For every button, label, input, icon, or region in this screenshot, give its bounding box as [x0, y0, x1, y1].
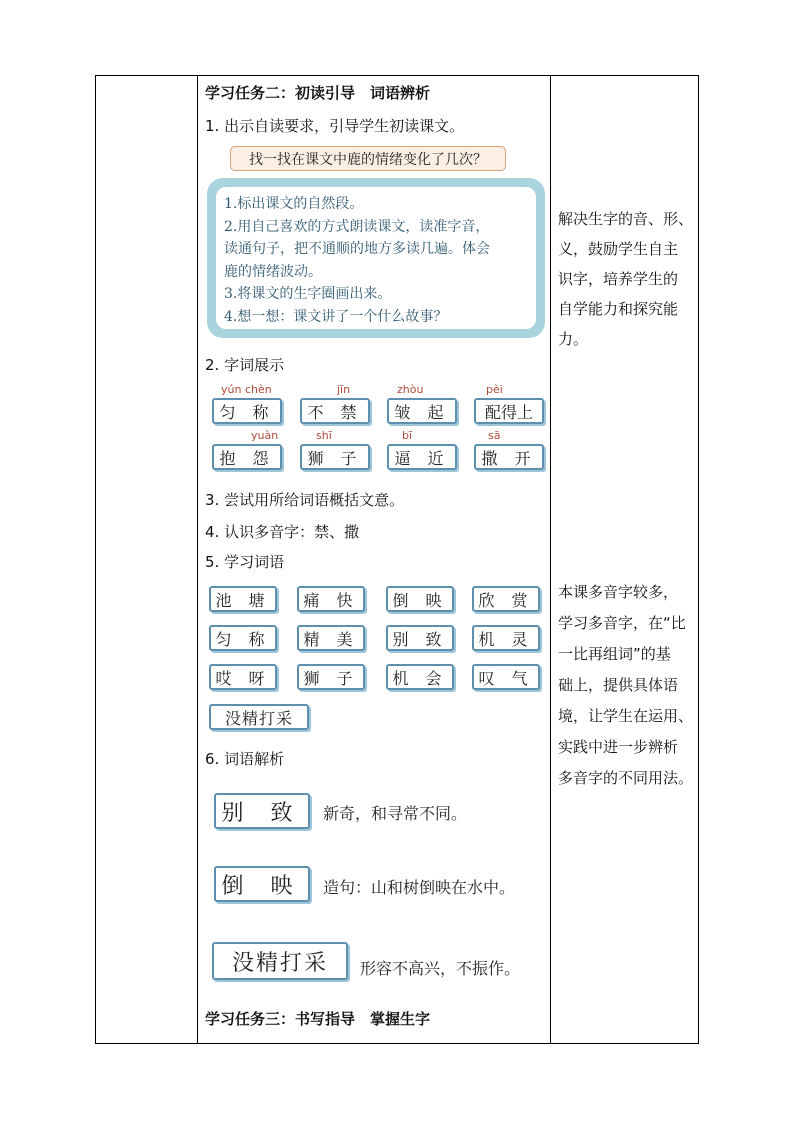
char-card: [212, 398, 282, 424]
column-divider-2: [550, 76, 551, 1043]
reading-requirements-box: [207, 178, 545, 338]
requirement-line: 2.用自己喜欢的方式朗读课文，读准字音，: [224, 218, 490, 235]
pinyin-label: shī: [316, 429, 332, 442]
analysis-word: 倒 映: [221, 873, 303, 899]
vocab-card: [472, 664, 540, 690]
char-card-word: 匀 称: [219, 402, 275, 422]
pinyin-label: jīn: [337, 383, 351, 396]
vocab-card: [209, 586, 277, 612]
vocab-card-word: 没精打采: [224, 708, 293, 728]
pinyin-label: pèi: [486, 383, 503, 396]
vocab-card: [386, 625, 454, 651]
note-line: 义，鼓励学生自主: [558, 240, 679, 258]
column-divider-1: [197, 76, 198, 1043]
vocab-card: [472, 586, 540, 612]
requirement-line: 1.标出课文的自然段。: [224, 196, 364, 212]
vocab-card-word: 狮 子: [303, 668, 359, 688]
char-card: [474, 444, 544, 470]
char-card-word: 狮 子: [307, 448, 363, 468]
note-line: 识字，培养学生的: [558, 270, 679, 288]
requirement-line: 读通句子，把不通顺的地方多读几遍。体会: [224, 241, 490, 257]
teaching-note-2: [558, 577, 693, 794]
vocab-card: [209, 664, 277, 690]
note-line: 自学能力和探究能: [558, 300, 679, 318]
reading-requirements-inner: [216, 187, 536, 329]
step5-text: 5. 学习词语: [205, 553, 285, 571]
vocab-card-word: 欣 赏: [478, 590, 534, 610]
analysis-definition: 形容不高兴，不振作。: [360, 959, 521, 978]
note-line: 实践中进一步辨析: [558, 738, 679, 756]
step3-text: 3. 尝试用所给词语概括文意。: [205, 491, 405, 509]
note-line: 多音字的不同用法。: [558, 769, 694, 787]
vocab-card-word: 匀 称: [215, 629, 271, 649]
analysis-definition: 新奇，和寻常不同。: [323, 804, 468, 823]
vocab-card-word: 池 塘: [215, 590, 271, 610]
note-line: 学习多音字，在“比: [558, 614, 686, 632]
note-line: 一比再组词”的基: [558, 645, 671, 663]
vocab-card: [209, 704, 309, 730]
task3-heading: 学习任务三：书写指导 掌握生字: [205, 1010, 431, 1028]
char-card: [474, 398, 544, 424]
char-card-word: 皱 起: [394, 402, 450, 422]
note-line: 境，让学生在运用、: [558, 707, 694, 725]
step6-text: 6. 词语解析: [205, 750, 285, 768]
requirement-line: 鹿的情绪波动。: [224, 263, 322, 280]
vocab-card: [386, 664, 454, 690]
char-card-word: 配得上: [484, 402, 533, 422]
vocab-card-word: 叹 气: [478, 668, 534, 688]
vocab-card: [472, 625, 540, 651]
note-line: 本课多音字较多，: [558, 583, 679, 601]
char-card-word: 不 禁: [307, 402, 363, 422]
step2-text: 2. 字词展示: [205, 356, 285, 374]
task2-heading: 学习任务二：初读引导 词语辨析: [205, 84, 431, 102]
char-card: [300, 398, 370, 424]
vocab-card: [209, 625, 277, 651]
step4-text: 4. 认识多音字：禁、撒: [205, 523, 360, 541]
vocab-card: [297, 664, 365, 690]
vocab-card-word: 别 致: [392, 629, 448, 649]
char-card: [387, 444, 457, 470]
note-line: 力。: [558, 330, 589, 348]
vocab-card: [297, 625, 365, 651]
char-card: [300, 444, 370, 470]
analysis-word-card: [212, 942, 348, 980]
question-bubble: [230, 146, 506, 171]
pinyin-label: sā: [488, 429, 501, 442]
step1-text: 1. 出示自读要求，引导学生初读课文。: [205, 117, 465, 135]
analysis-word: 没精打采: [231, 950, 328, 976]
note-line: 解决生字的音、形、: [558, 210, 694, 228]
pinyin-label: yuàn: [251, 429, 279, 442]
analysis-definition: 造句：山和树倒映在水中。: [323, 878, 516, 897]
vocab-card: [386, 586, 454, 612]
vocab-card-word: 哎 呀: [215, 668, 271, 688]
pinyin-label: yún chèn: [221, 383, 272, 396]
analysis-word-card: [214, 793, 310, 829]
vocab-card-word: 倒 映: [392, 590, 448, 610]
char-card-word: 逼 近: [394, 448, 450, 468]
requirement-line: 3.将课文的生字圈画出来。: [224, 286, 392, 302]
pinyin-label: bī: [402, 429, 413, 442]
question-text: 找一找在课文中鹿的情绪变化了几次？: [249, 151, 487, 168]
vocab-card-word: 机 灵: [478, 629, 534, 649]
vocab-card-word: 痛 快: [303, 590, 359, 610]
analysis-word: 别 致: [221, 800, 303, 826]
analysis-word-card: [214, 866, 310, 902]
vocab-card-word: 精 美: [303, 629, 359, 649]
char-card-word: 撒 开: [481, 448, 537, 468]
requirement-line: 4.想一想：课文讲了一个什么故事？: [224, 308, 448, 325]
pinyin-label: zhòu: [397, 383, 424, 396]
char-card: [212, 444, 282, 470]
vocab-card: [297, 586, 365, 612]
char-card-word: 抱 怨: [219, 448, 275, 468]
char-card: [387, 398, 457, 424]
teaching-note-1: [558, 204, 693, 354]
vocab-card-word: 机 会: [392, 668, 448, 688]
note-line: 础上，提供具体语: [558, 676, 679, 694]
